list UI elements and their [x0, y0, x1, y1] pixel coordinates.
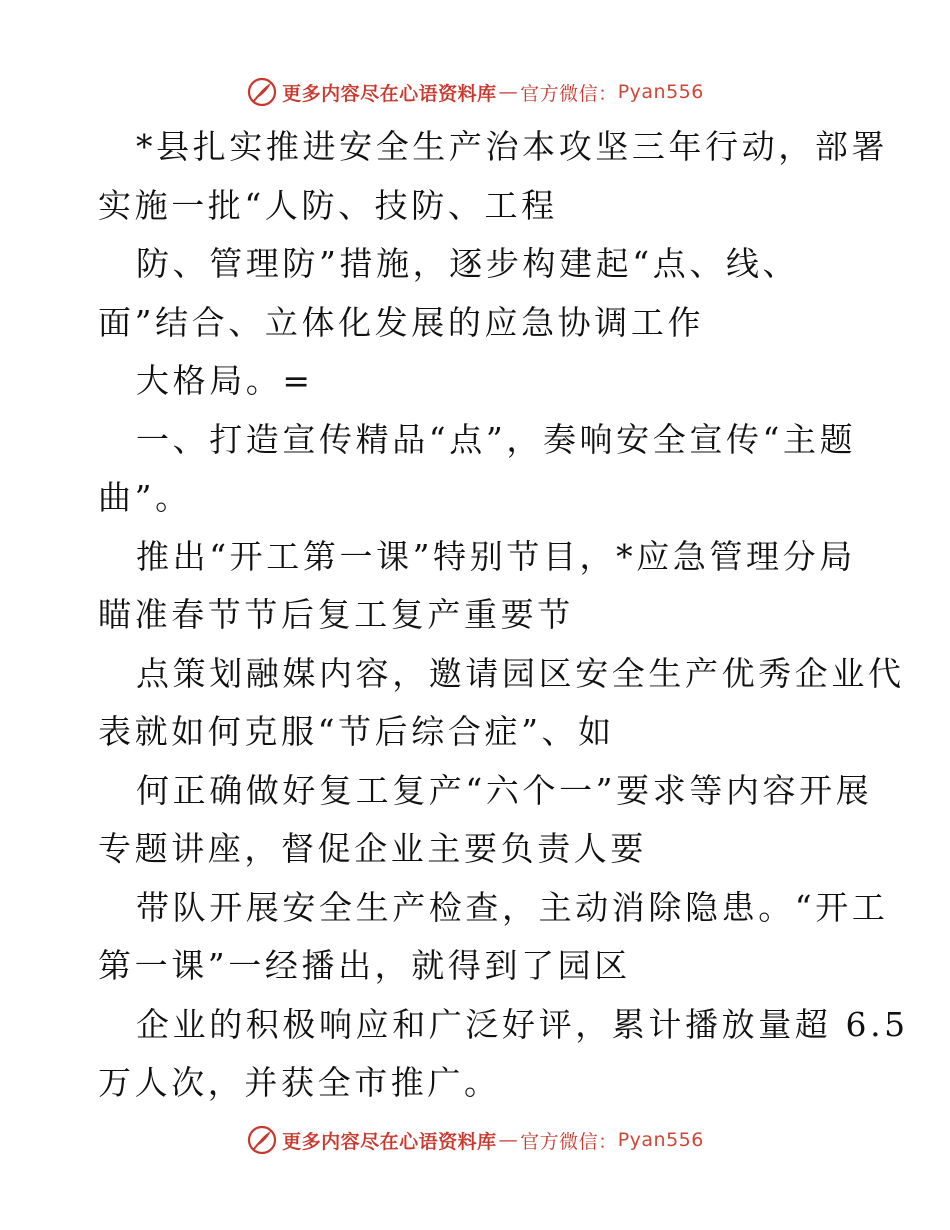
banner-wechat-id: Pyan556	[617, 81, 704, 103]
text-line: 面”结合、立体化发展的应急协调工作	[98, 302, 705, 342]
header-watermark-banner	[0, 72, 950, 112]
text-line: 防、管理防”措施，逐步构建起“点、线、	[136, 244, 800, 283]
quill-logo-icon	[246, 76, 278, 108]
text-line: 万人次，并获全市推广。	[98, 1063, 501, 1102]
banner-text: 更多内容尽在心语资料库	[282, 82, 497, 105]
text-line: 企业的积极响应和广泛好评，累计播放量超 6.5	[136, 1004, 909, 1044]
banner-dash: —	[498, 1129, 519, 1151]
text-line: 何正确做好复工复产“六个一”要求等内容开展	[136, 770, 873, 810]
text-line: *县扎实推进安全生产治本攻坚三年行动，部署	[136, 127, 889, 166]
banner-label: 官方微信：	[520, 1130, 618, 1153]
banner-label: 官方微信：	[520, 82, 618, 105]
quill-logo-icon	[246, 1124, 278, 1156]
section-heading: 曲”。	[98, 478, 192, 517]
text-line: 实施一批“人防、技防、工程	[98, 185, 558, 225]
banner-text: 更多内容尽在心语资料库	[282, 1130, 497, 1153]
text-line: 第一课”一经播出，就得到了园区	[98, 946, 631, 985]
text-line: 大格局。=	[136, 361, 314, 400]
footer-watermark-banner	[0, 1120, 950, 1160]
text-line: 带队开展安全生产检查，主动消除隐患。“开工	[136, 887, 889, 927]
text-line: 表就如何克服“节后综合症”、如	[98, 712, 615, 751]
text-line: 专题讲座，督促企业主要负责人要	[98, 829, 647, 868]
section-heading: 一、打造宣传精品“点”，奏响安全宣传“主题	[136, 419, 857, 459]
text-line: 瞄准春节节后复工复产重要节	[98, 595, 574, 634]
text-line: 推出“开工第一课”特别节目，*应急管理分局	[136, 536, 856, 576]
text-line: 点策划融媒内容，邀请园区安全生产优秀企业代	[136, 653, 905, 693]
banner-dash: —	[498, 81, 519, 103]
banner-wechat-id: Pyan556	[617, 1129, 704, 1151]
document-body	[98, 118, 909, 1113]
